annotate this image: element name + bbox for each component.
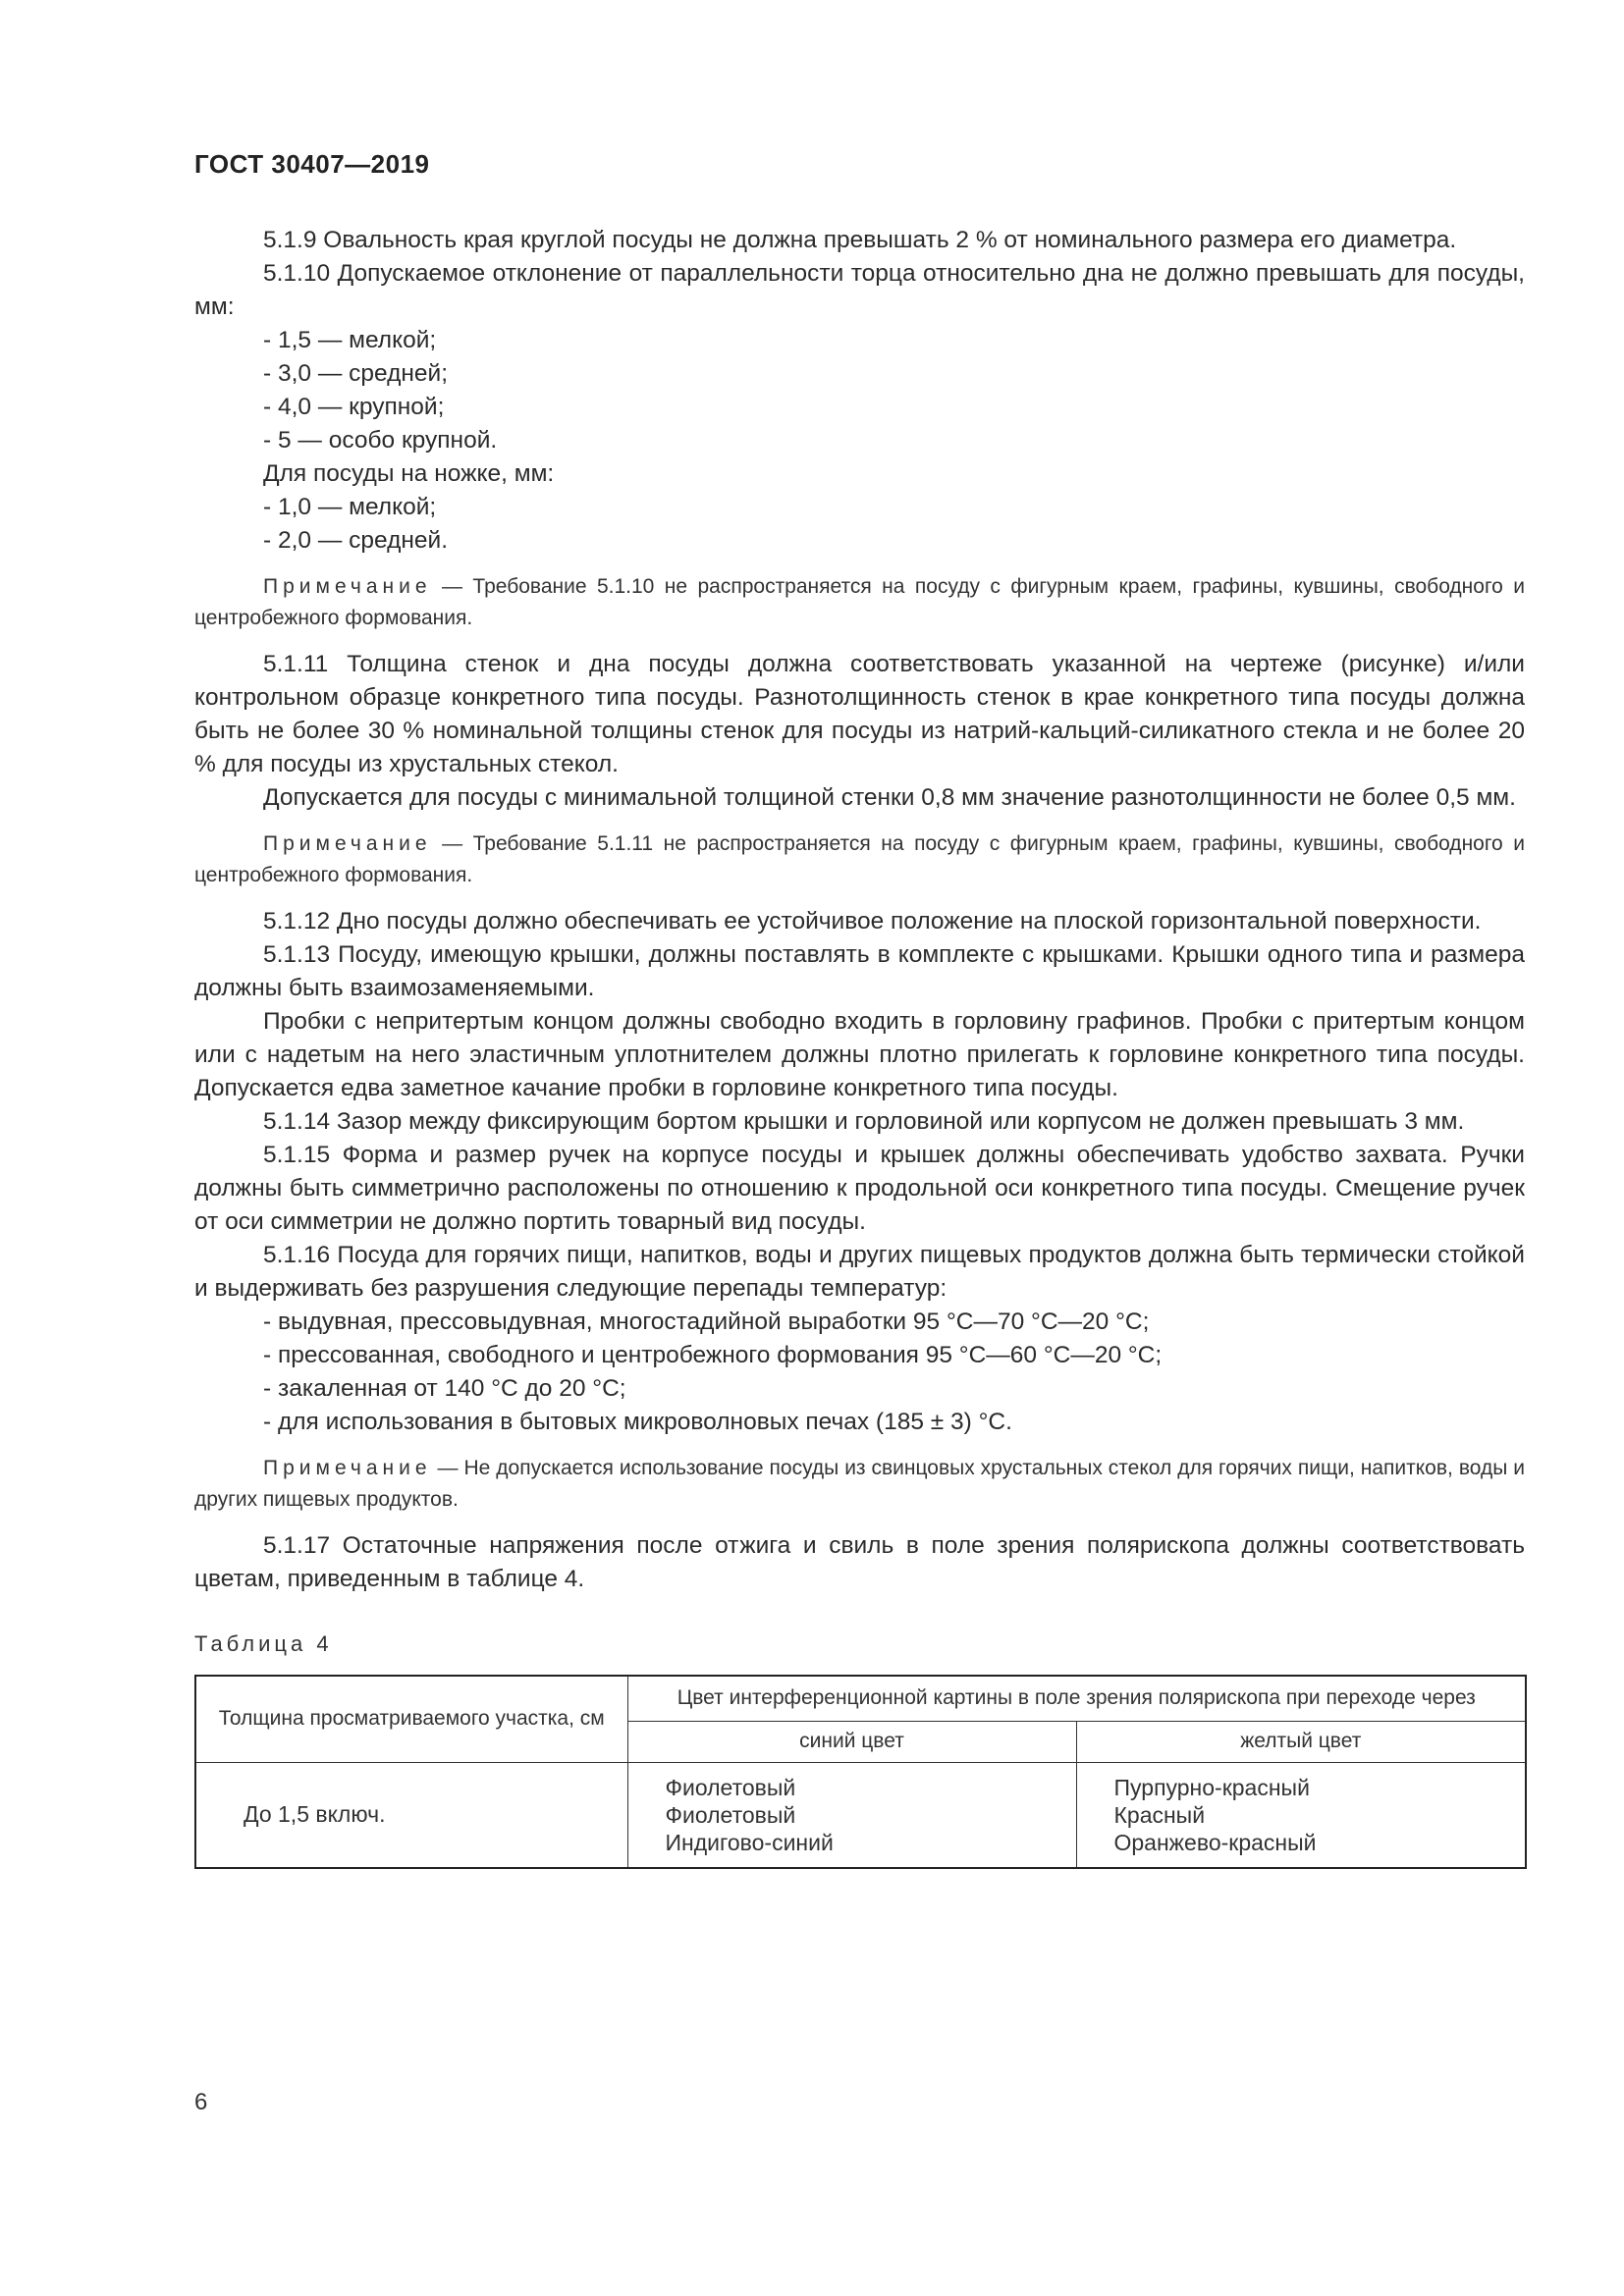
note-2 <box>194 828 1525 891</box>
list-item: - 2,0 — средней. <box>263 527 449 554</box>
clause-5-1-11-tolerance: Допускается для посуды с минимальной толщиной стенки 0,8 мм значение разнотолщинности не более 0,5 мм. <box>263 784 1516 811</box>
tolerance-list-regular <box>194 324 1525 457</box>
note-label: Примечание <box>263 1457 432 1479</box>
stem-ware-lead: Для посуды на ножке, мм: <box>263 460 555 487</box>
document-code-header: ГОСТ 30407—2019 <box>194 149 430 179</box>
note-label: Примечание <box>263 832 432 855</box>
clause-5-1-9: 5.1.9 Овальность края круглой посуды не должна превышать 2 % от номинального размера его диаметра. <box>263 227 1457 253</box>
clause-5-1-10: 5.1.10 Допускаемое отклонение от параллельности торца относительно дна не должно превышать для посуды, мм: <box>194 260 1525 320</box>
sub-header-yellow: желтый цвет <box>1076 1721 1526 1762</box>
clause-5-1-14: 5.1.14 Зазор между фиксирующим бортом крышки и горловиной или корпусом не должен превышать 3 мм. <box>263 1108 1465 1135</box>
clause-5-1-11: 5.1.11 Толщина стенок и дна посуды должна соответствовать указанной на чертеже (рисунке) и/или контрольном образце конкретного типа посуды. Разнотолщинность стенок в крае конкретного типа посуды должна быть не более 30 % номинальной толщины стенок для посуды из натрий-кальций-силикатного стекла и не более 20 % для посуды из хрустальных стекол. <box>194 651 1525 777</box>
temperature-list <box>194 1306 1525 1439</box>
note-text: — Требование 5.1.11 не распространяется на посуду с фигурным краем, графины, кувшины, свободного и центробежного формования. <box>194 832 1525 886</box>
color-value: Пурпурно-красный <box>1113 1774 1310 1800</box>
list-item: - для использования в бытовых микроволновых печах (185 ± 3) °С. <box>263 1409 1012 1435</box>
col-header-interference-color: Цвет интерференционной картины в поле зрения полярископа при переходе через <box>627 1676 1526 1721</box>
list-item: - 1,0 — мелкой; <box>263 494 437 520</box>
list-item: - 3,0 — средней; <box>263 360 449 387</box>
clause-5-1-13-stoppers: Пробки с непритертым концом должны свободно входить в горловину графинов. Пробки с притертым концом или с надетым на него эластичным уплотнителем должны плотно прилегать к горловине конкретного типа посуды. Допускается едва заметное качание пробки в горловине конкретного типа посуды. <box>194 1008 1525 1101</box>
list-item: - прессованная, свободного и центробежного формования 95 °С—60 °С—20 °С; <box>263 1342 1163 1368</box>
clause-5-1-16: 5.1.16 Посуда для горячих пищи, напитков, воды и других пищевых продуктов должна быть термически стойкой и выдерживать без разрушения следующие перепады температур: <box>194 1242 1525 1302</box>
cell-blue-colors <box>627 1762 1076 1868</box>
color-value: Индигово-синий <box>665 1829 834 1855</box>
color-value: Фиолетовый <box>665 1774 796 1800</box>
note-3 <box>194 1453 1525 1516</box>
cell-thickness: До 1,5 включ. <box>195 1762 627 1868</box>
clause-5-1-12: 5.1.12 Дно посуды должно обеспечивать ее устойчивое положение на плоской горизонтальной поверхности. <box>263 908 1482 934</box>
color-value: Красный <box>1113 1801 1206 1828</box>
tolerance-list-stem <box>194 491 1525 558</box>
clause-5-1-13: 5.1.13 Посуду, имеющую крышки, должны поставлять в комплекте с крышками. Крышки одного типа и размера должны быть взаимозаменяемыми. <box>194 941 1525 1001</box>
list-item: - выдувная, прессовыдувная, многостадийной выработки 95 °С—70 °С—20 °С; <box>263 1308 1150 1335</box>
table-4 <box>194 1675 1527 1869</box>
list-item: - 1,5 — мелкой; <box>263 327 437 353</box>
color-value: Оранжево-красный <box>1113 1829 1317 1855</box>
col-header-thickness: Толщина просматриваемого участка, см <box>195 1676 627 1762</box>
list-item: - 5 — особо крупной. <box>263 427 498 454</box>
note-text: — Требование 5.1.10 не распространяется на посуду с фигурным краем, графины, кувшины, свободного и центробежного формования. <box>194 575 1525 629</box>
document-body <box>194 224 1525 1869</box>
table-caption: Таблица 4 <box>194 1631 333 1656</box>
note-1 <box>194 571 1525 634</box>
sub-header-blue: синий цвет <box>627 1721 1076 1762</box>
clause-5-1-17: 5.1.17 Остаточные напряжения после отжига и свиль в поле зрения полярископа должны соответствовать цветам, приведенным в таблице 4. <box>194 1532 1525 1592</box>
list-item: - 4,0 — крупной; <box>263 394 445 420</box>
list-item: - закаленная от 140 °С до 20 °С; <box>263 1375 626 1402</box>
page-number: 6 <box>194 2089 208 2115</box>
note-label: Примечание <box>263 575 432 598</box>
cell-yellow-colors <box>1076 1762 1526 1868</box>
color-value: Фиолетовый <box>665 1801 796 1828</box>
clause-5-1-15: 5.1.15 Форма и размер ручек на корпусе посуды и крышек должны обеспечивать удобство захвата. Ручки должны быть симметрично расположены по отношению к продольной оси конкретного типа посуды. Смещение ручек от оси симметрии не должно портить товарный вид посуды. <box>194 1142 1525 1235</box>
note-text: — Не допускается использование посуды из свинцовых хрустальных стекол для горячих пищи, напитков, воды и других пищевых продуктов. <box>194 1457 1525 1511</box>
